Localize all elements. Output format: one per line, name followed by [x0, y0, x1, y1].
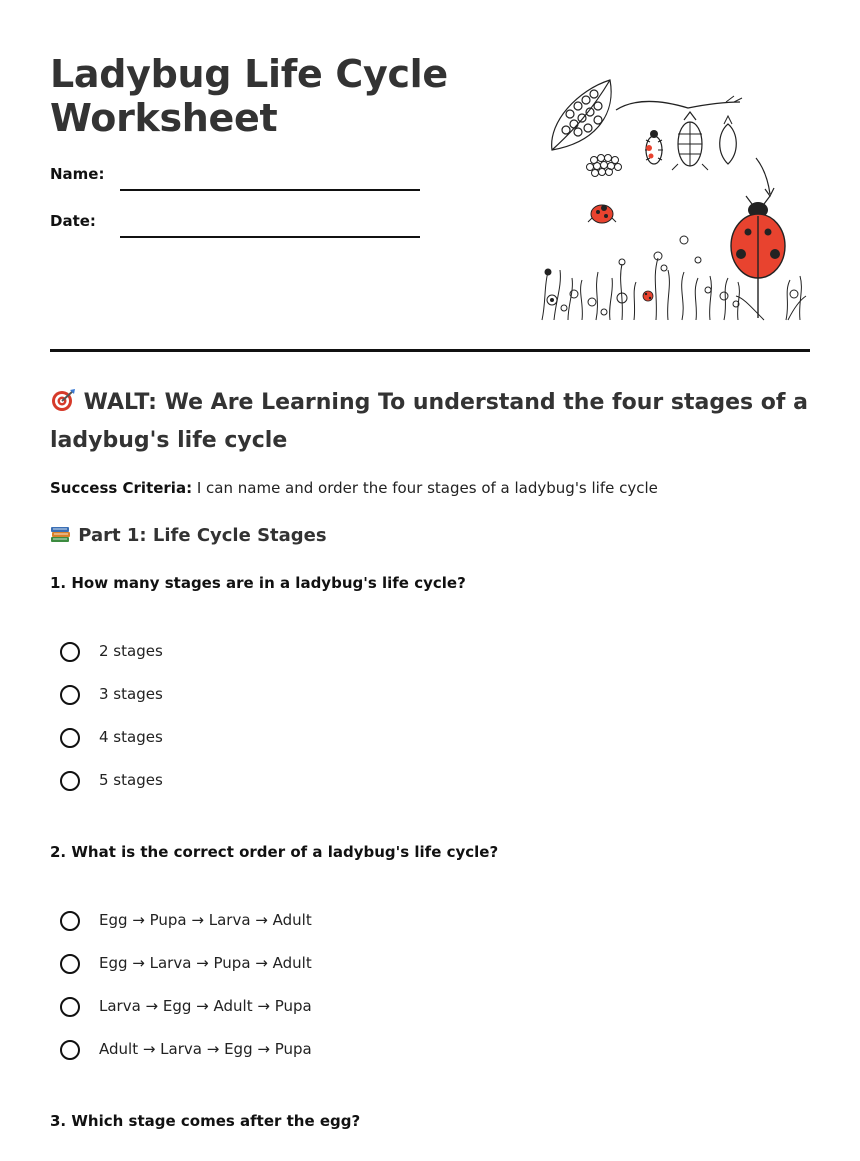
question-2-option-3[interactable]: [60, 996, 460, 1022]
radio-button[interactable]: [60, 771, 80, 791]
radio-button[interactable]: [60, 728, 80, 748]
part-1-heading: [50, 524, 327, 546]
success-criteria-label: Success Criteria:: [50, 479, 193, 497]
grass-ladybug-drawing: [643, 291, 653, 301]
question-3: 3. Which stage comes after the egg?: [50, 1112, 361, 1130]
question-2-option-1[interactable]: [60, 910, 460, 936]
ladybug-life-cycle-illustration: [538, 72, 810, 324]
question-1-option-2[interactable]: [60, 684, 460, 710]
name-field-row: [50, 165, 420, 189]
question-2-option-4[interactable]: [60, 1039, 460, 1065]
branch-line: [616, 101, 740, 110]
radio-button[interactable]: [60, 954, 80, 974]
question-1-option-4[interactable]: [60, 770, 460, 796]
question-1-option-1[interactable]: [60, 641, 460, 667]
worksheet-header: [50, 0, 810, 352]
option-label: 2 stages: [99, 642, 163, 660]
success-criteria: [50, 479, 658, 497]
egg-cluster-drawing: [587, 155, 622, 177]
question-2-option-2[interactable]: [60, 953, 460, 979]
option-label: Larva → Egg → Adult → Pupa: [99, 997, 312, 1015]
arrow-icon: [756, 158, 770, 194]
small-ladybug-drawing: [588, 205, 616, 223]
question-1: 1. How many stages are in a ladybug's life cycle?: [50, 574, 466, 592]
success-criteria-text: I can name and order the four stages of a ladybug's life cycle: [192, 479, 658, 497]
pupa-drawing: [672, 112, 708, 170]
radio-button[interactable]: [60, 642, 80, 662]
radio-button[interactable]: [60, 997, 80, 1017]
walt-text: WALT: We Are Learning To understand the four stages of a ladybug's life cycle: [50, 390, 808, 453]
cocoon-drawing: [720, 116, 737, 164]
header-divider: [50, 349, 810, 352]
page-title: Ladybug Life Cycle Worksheet: [50, 52, 448, 140]
date-field[interactable]: [120, 224, 420, 238]
option-label: 3 stages: [99, 685, 163, 703]
radio-button[interactable]: [60, 1040, 80, 1060]
name-label: Name:: [50, 165, 105, 183]
option-label: Egg → Larva → Pupa → Adult: [99, 954, 312, 972]
leaf-with-eggs-drawing: [552, 80, 611, 150]
option-label: Egg → Pupa → Larva → Adult: [99, 911, 312, 929]
radio-button[interactable]: [60, 685, 80, 705]
name-field[interactable]: [120, 177, 420, 191]
worksheet-page: [50, 0, 810, 1130]
dart-target-icon: [50, 388, 76, 412]
books-icon: [50, 524, 72, 544]
option-label: 4 stages: [99, 728, 163, 746]
question-1-option-3[interactable]: [60, 727, 460, 753]
question-2: 2. What is the correct order of a ladybug's life cycle?: [50, 843, 499, 861]
larva-drawing: [645, 130, 663, 164]
radio-button[interactable]: [60, 911, 80, 931]
walt-heading: [50, 384, 810, 460]
option-label: 5 stages: [99, 771, 163, 789]
option-label: Adult → Larva → Egg → Pupa: [99, 1040, 312, 1058]
date-label: Date:: [50, 212, 96, 230]
part-1-title: Part 1: Life Cycle Stages: [78, 525, 327, 546]
date-field-row: [50, 212, 420, 236]
